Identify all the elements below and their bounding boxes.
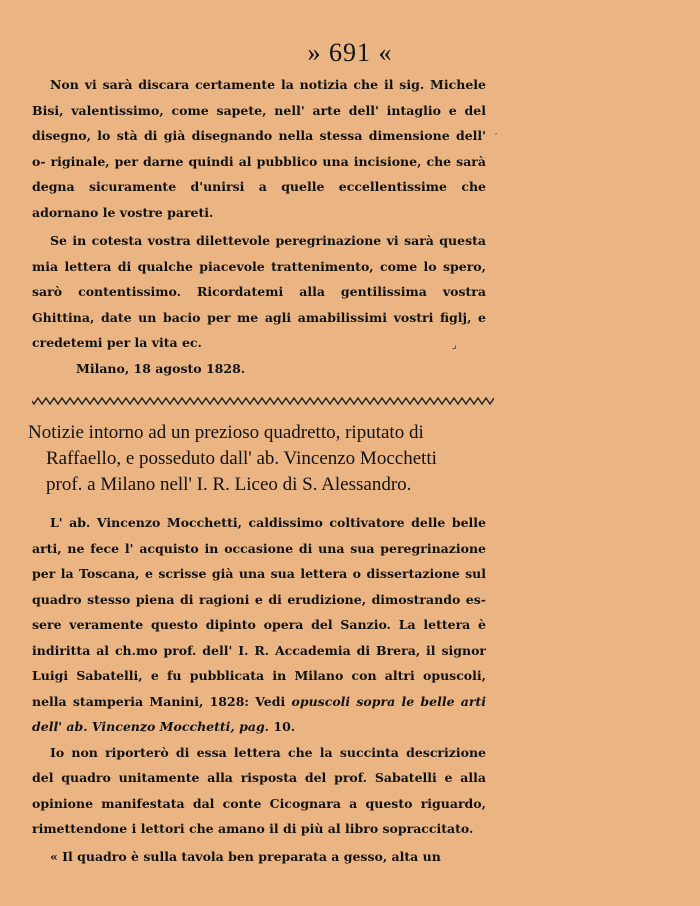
page-number: » 691 « <box>307 38 393 67</box>
article-body <box>32 510 486 869</box>
paragraph: « Il quadro è sulla tavola ben preparata a gesso, alta un <box>50 848 441 864</box>
paragraph: L' ab. Vincenzo Mocchetti, caldissimo coltivatore delle belle arti, ne fece l' acquisto in occasione di una sua peregrinazione per la Toscana, e scrisse già una sua lettera o dissertazione sul quadro stesso piena di ragioni e di erudizione, dimostrando es- sere veramente questo dipinto opera del Sanzio. La lettera è indiritta al ch.mo prof. dell' I. R. Accademia di Brera, il signor Luigi Sabatelli, e fu pubblicata in Milano con altri opuscoli, nella stamperia Manini, 1828: Vedi opuscoli sopra le belle arti dell' ab. Vincenzo Mocchetti, pag. 10. <box>32 515 486 734</box>
section-heading: Notizie intorno ad un prezioso quadretto, riputato di Raffaello, e posseduto dall' ab. Vincenzo Mocchetti prof. a Milano nell' I. R. Liceo di S. Alessandro. <box>28 422 437 495</box>
margin-mark: ⌟ <box>452 340 457 351</box>
paragraph: Non vi sarà discara certamente la notizia che il sig. Michele Bisi, valentissimo, come sapete, nell' arte dell' intaglio e del disegno, lo stà di già disegnando nella stessa dimensione dell' o- riginale, per darne quindi al pubblico una incisione, che sarà degna sicuramente d'unirsi a quelle eccellentissime che adornano le vostre pareti. <box>32 77 486 220</box>
paragraph: Io non riporterò di essa lettera che la succinta descrizione del quadro unitamente alla risposta del prof. Sabatelli e alla opinione manifestata dal conte Cicognara a questo riguardo, rimettendone i lettori che amano il di più al libro sopraccitato. <box>32 744 486 836</box>
letter-closing-text <box>32 72 486 381</box>
margin-mark: ′ <box>495 132 498 143</box>
dateline: Milano, 18 agosto 1828. <box>76 360 246 376</box>
ornamental-divider <box>32 395 494 407</box>
paragraph: Se in cotesta vostra dilettevole peregrinazione vi sarà questa mia lettera di qualche piacevole trattenimento, come lo spero, sarò contentissimo. Ricordatemi alla gentilissima vostra Ghittina, date un bacio per me agli amabilissimi vostri figlj, e credetemi per la vita ec. <box>32 233 486 350</box>
